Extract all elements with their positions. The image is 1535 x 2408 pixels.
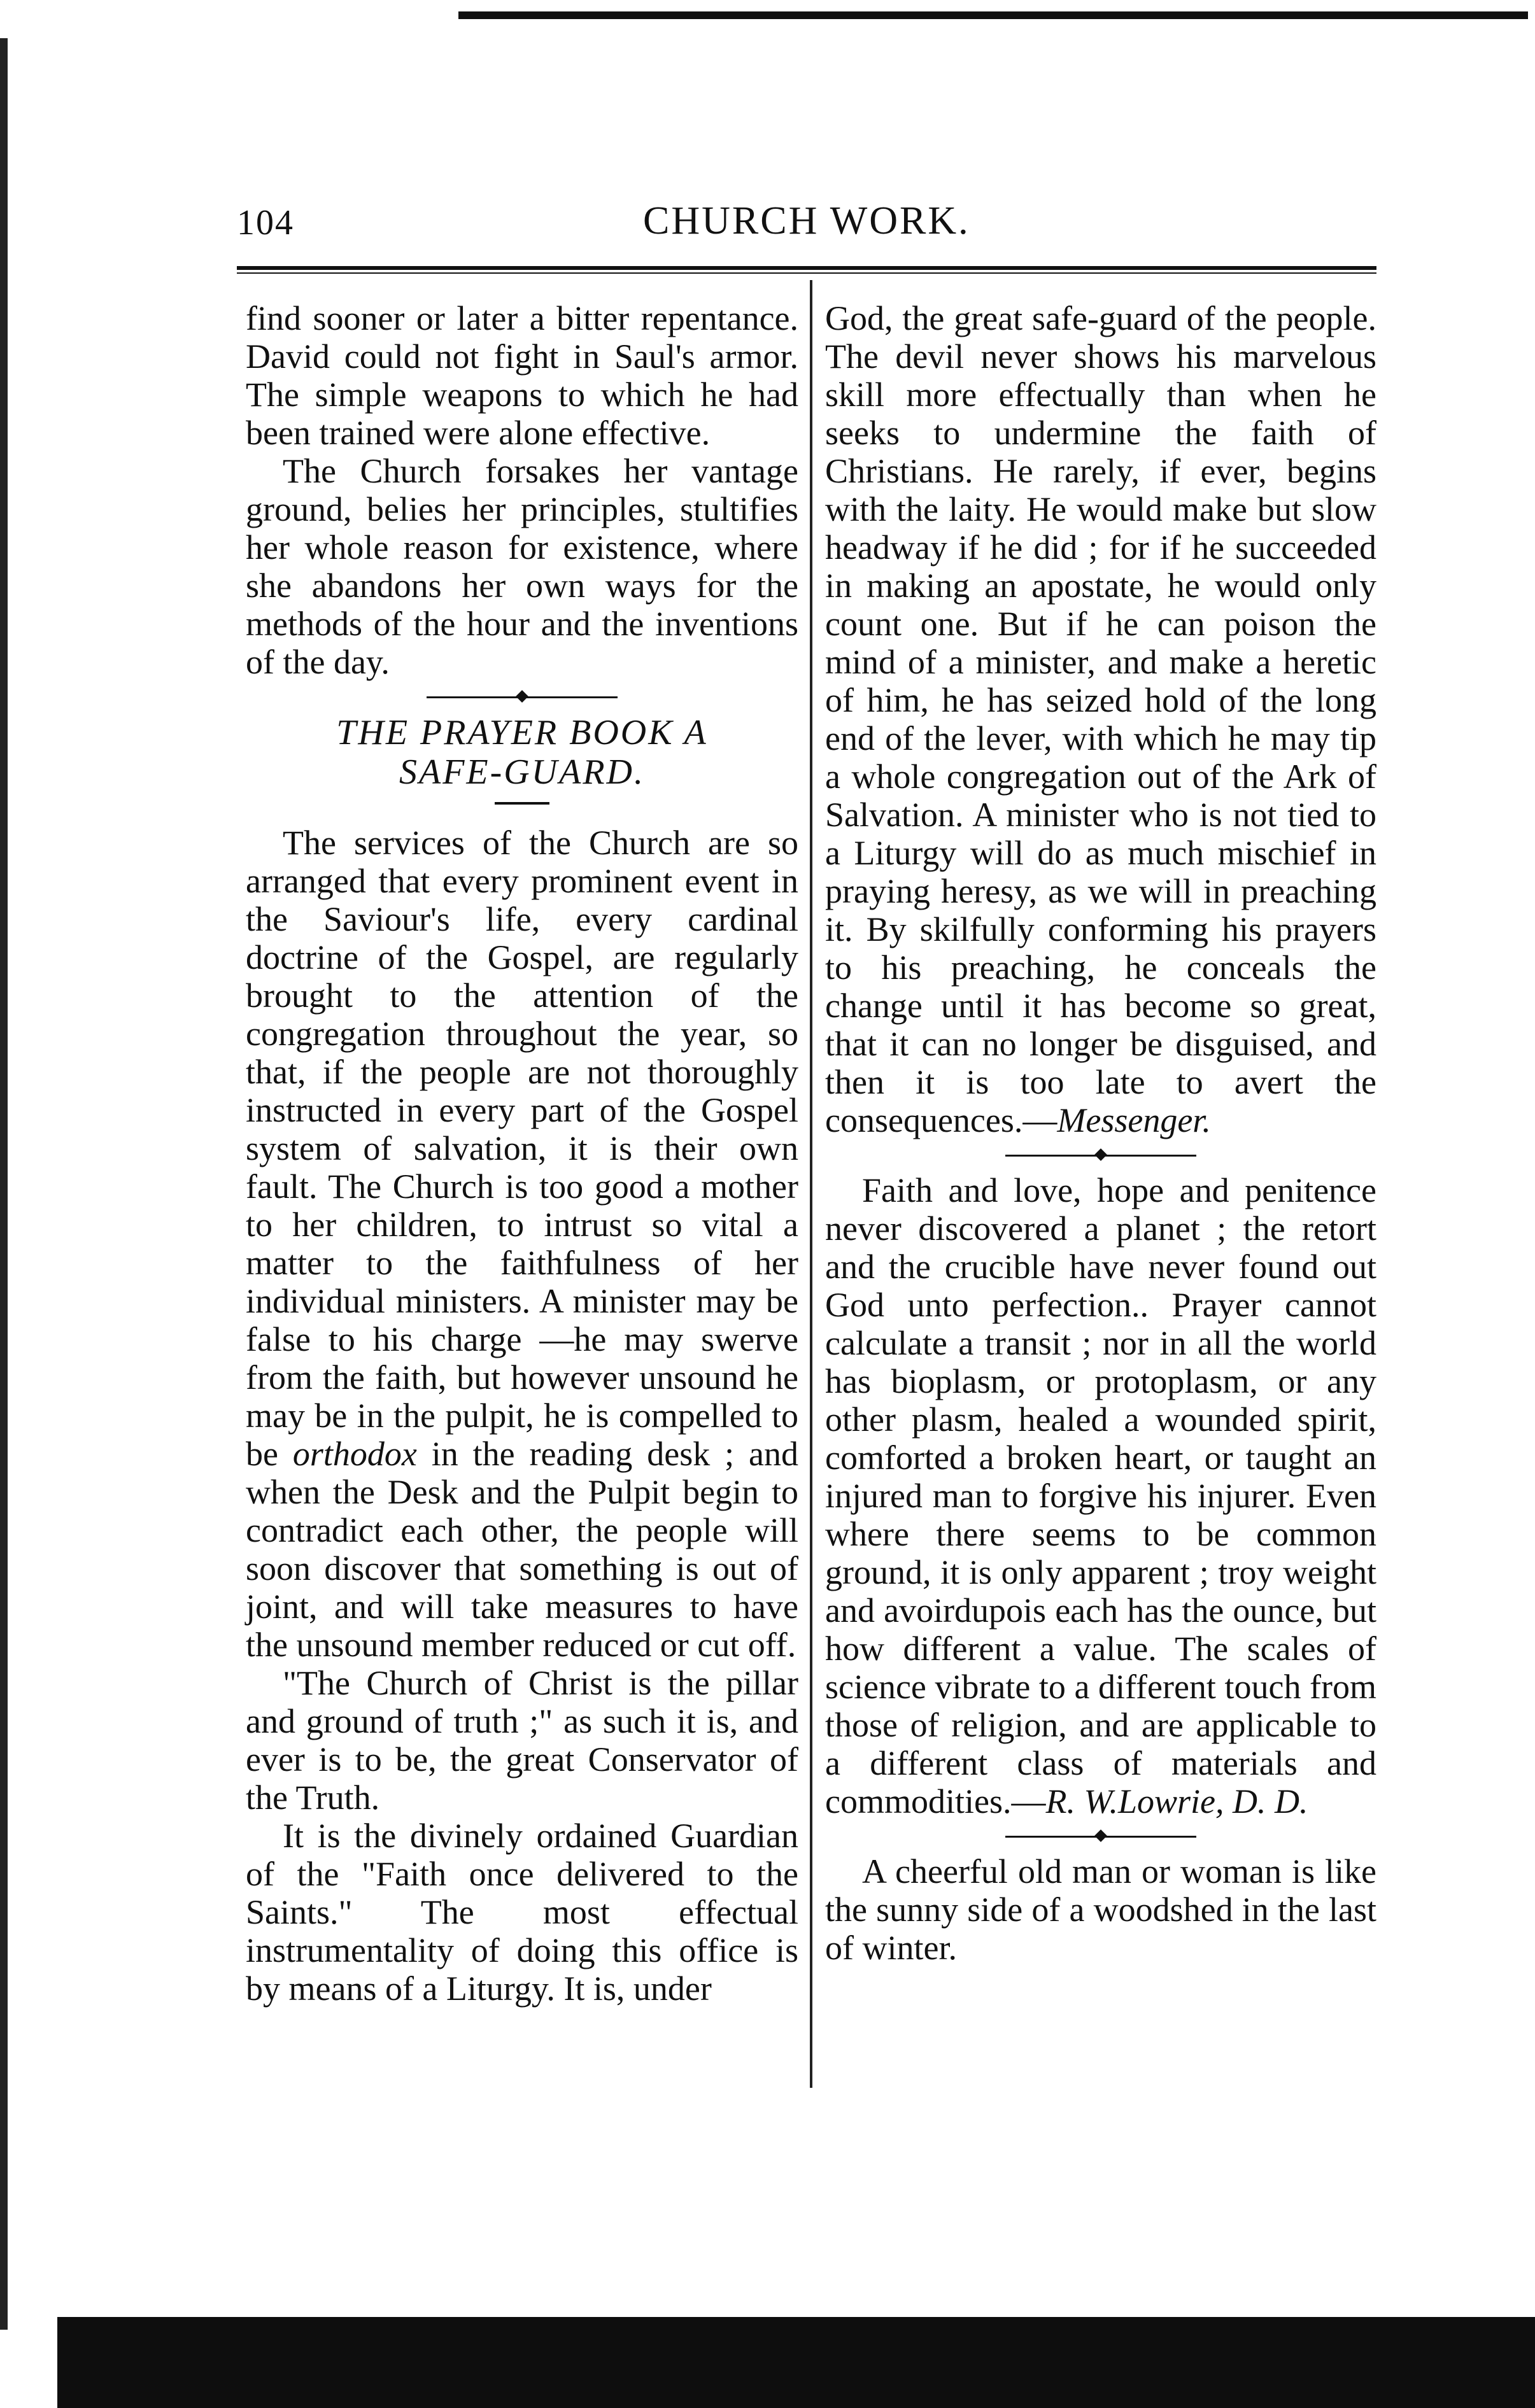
top-scan-rule: [458, 11, 1528, 19]
text-run: in the reading desk ; and when the Desk and the Pulpit begin to contradict each other, the people will soon discover that something is out of joint, and will take measures to have the unsound member reduced or cut off.: [246, 1435, 799, 1664]
running-title: CHURCH WORK.: [643, 199, 970, 243]
right-column: [825, 299, 1376, 1967]
source-attribution: Messenger.: [1057, 1101, 1211, 1139]
text-run: The services of the Church are so arranged that every prominent event in the Saviour's life, every cardinal doctrine of the Gospel, are regularly brought to the attention of the congregation throughout the year, so that, if the people are not thoroughly instructed in every part of the Gospel system of salvation, it is their own fault. The Church is too good a mother to her children, to intrust so vital a matter to the faithfulness of her individual ministers. A minister may be false to his charge —he may swerve from the faith, but however unsound he may be in the pulpit, he is compelled to be: [246, 824, 798, 1473]
paragraph: "The Church of Christ is the pillar and ground of truth ;" as such it is, and ever is to be, the great Conservator of the Truth.: [246, 1664, 798, 1817]
scan-bottom-band: [57, 2317, 1535, 2408]
paragraph: find sooner or later a bitter repentance. David could not fight in Saul's armor. The simple weapons to which he had been trained were alone effective.: [246, 299, 798, 452]
diamond-ornament-icon: [1094, 1148, 1107, 1161]
italic-term: orthodox: [292, 1435, 417, 1473]
section-divider: [825, 1144, 1376, 1166]
paragraph: The Church forsakes her vantage ground, belies her principles, stultifies her whole reason for existence, where she abandons her own ways for the methods of the hour and the inventions of the day.: [246, 452, 798, 681]
page-number: 104: [237, 203, 294, 243]
text-run: God, the great safe-guard of the people. The devil never shows his marvelous skill more effectually than when he seeks to undermine the faith of Christians. He rarely, if ever, begins with the laity. He would make but slow headway if he did ; for if he succeeded in making an apostate, he would only count one. But if he can poison the mind of a minister, and make a heretic of him, he has seized hold of the long end of the lever, with which he may tip a whole congregation out of the Ark of Salvation. A minister who is not tied to a Liturgy will do as much mischief in praying heresy, as we will in preaching it. By skilfully conforming his prayers to his preaching, he conceals the change until it has become so great, that it can no longer be disguised, and then it is too late to avert the consequences.—: [825, 299, 1376, 1139]
scan-edge-shadow: [0, 38, 8, 2330]
article-heading: [246, 713, 798, 792]
paragraph: A cheerful old man or woman is like the sunny side of a woodshed in the last of winter.: [825, 1852, 1376, 1967]
section-divider: [246, 686, 798, 708]
header-rule-thin: [237, 272, 1376, 274]
heading-line: THE PRAYER BOOK A: [336, 713, 708, 752]
diamond-ornament-icon: [516, 690, 528, 703]
short-rule: [495, 802, 549, 805]
header-rule: [237, 266, 1376, 270]
diamond-ornament-icon: [1094, 1829, 1107, 1842]
left-column: [246, 299, 798, 2008]
source-attribution: R. W.Lowrie, D. D.: [1045, 1782, 1308, 1820]
paragraph: [246, 824, 798, 1664]
text-run: Faith and love, hope and penitence never discovered a planet ; the retort and the crucible have never found out God unto perfection.. Prayer cannot calculate a transit ; nor in all the world has bioplasm, or protoplasm, or any other plasm, healed a wounded spirit, comforted a broken heart, or taught an injured man to forgive his injurer. Even where there seems to be common ground, it is only apparent ; troy weight and avoirdupois each has the ounce, but how different a value. The scales of science vibrate to a different touch from those of religion, and are applicable to a different class of materials and commodities.—: [825, 1171, 1376, 1820]
column-divider: [810, 280, 812, 2088]
heading-line: SAFE-GUARD.: [399, 752, 645, 792]
paragraph: It is the divinely ordained Guardian of the "Faith once delivered to the Saints." The most effectual instrumentality of doing this office is by means of a Liturgy. It is, under: [246, 1817, 798, 2008]
paragraph: [825, 1171, 1376, 1820]
section-divider: [825, 1826, 1376, 1847]
paragraph: [825, 299, 1376, 1139]
